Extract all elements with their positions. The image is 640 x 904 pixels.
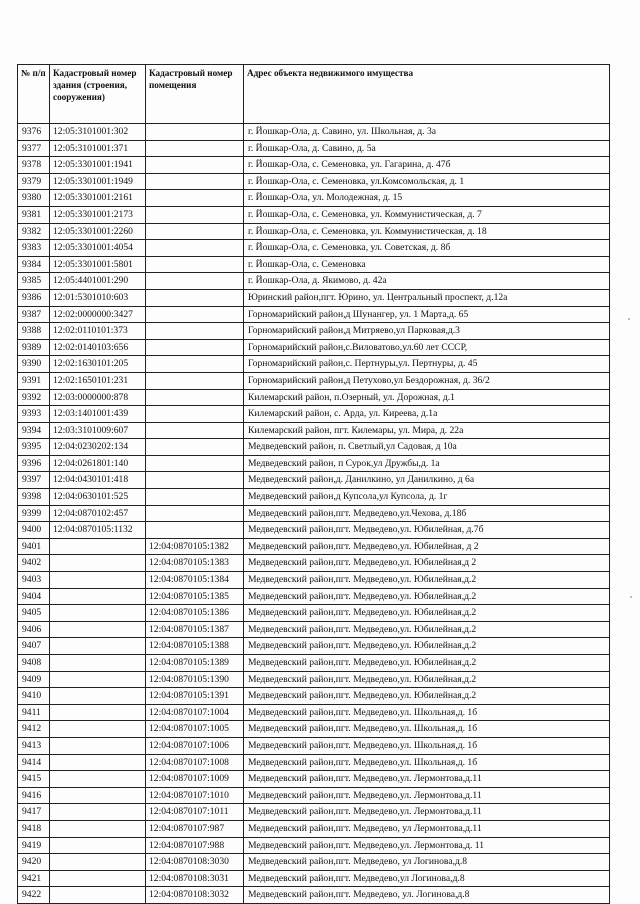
address-cell: Медведевский район, п Сурок,ул Дружбы,д. 1а	[244, 455, 610, 472]
building-cadastral-cell: 12:02:1630101:205	[50, 356, 146, 373]
row-number-cell: 9406	[18, 621, 50, 638]
table-row	[18, 389, 610, 406]
table-row	[18, 455, 610, 472]
address-cell: Медведевский район,пгт. Медведево,ул Логинова,д.8	[244, 870, 610, 887]
address-cell: Медведевский район,пгт. Медведево,ул. Юбилейная,д.2	[244, 621, 610, 638]
row-number-cell: 9413	[18, 737, 50, 754]
premises-cadastral-cell	[146, 206, 244, 223]
scan-speck	[628, 318, 630, 320]
table-row	[18, 289, 610, 306]
building-cadastral-cell	[50, 655, 146, 672]
row-number-cell: 9382	[18, 223, 50, 240]
table-row	[18, 422, 610, 439]
building-cadastral-cell	[50, 721, 146, 738]
row-number-cell: 9405	[18, 605, 50, 622]
table-row	[18, 538, 610, 555]
row-number-cell: 9416	[18, 787, 50, 804]
row-number-cell: 9421	[18, 870, 50, 887]
building-cadastral-cell	[50, 671, 146, 688]
table-row	[18, 273, 610, 290]
table-row	[18, 887, 610, 904]
table-row	[18, 173, 610, 190]
premises-cadastral-cell	[146, 190, 244, 207]
row-number-cell: 9402	[18, 555, 50, 572]
building-cadastral-cell	[50, 737, 146, 754]
premises-cadastral-cell: 12:04:0870107:1009	[146, 771, 244, 788]
premises-cadastral-cell	[146, 240, 244, 257]
premises-cadastral-cell	[146, 489, 244, 506]
address-cell: Медведевский район, п. Светлый,ул Садовая, д 10а	[244, 439, 610, 456]
address-cell: Медведевский район,пгт. Медведево,ул. Юбилейная,д.2	[244, 671, 610, 688]
premises-cadastral-cell: 12:04:0870107:1008	[146, 754, 244, 771]
table-row	[18, 688, 610, 705]
building-cadastral-cell: 12:05:3301001:1949	[50, 173, 146, 190]
table-row	[18, 522, 610, 539]
table-row	[18, 671, 610, 688]
address-cell: Медведевский район,пгт. Медведево,ул. Лермонтова,д.11	[244, 771, 610, 788]
table-row	[18, 406, 610, 423]
premises-cadastral-cell: 12:04:0870107:1011	[146, 804, 244, 821]
row-number-cell: 9422	[18, 887, 50, 904]
header-premises-cadastral-number: Кадастровый номер помещения	[146, 65, 244, 124]
building-cadastral-cell	[50, 704, 146, 721]
table-row	[18, 439, 610, 456]
building-cadastral-cell	[50, 538, 146, 555]
table-row	[18, 854, 610, 871]
row-number-cell: 9411	[18, 704, 50, 721]
premises-cadastral-cell	[146, 273, 244, 290]
premises-cadastral-cell	[146, 339, 244, 356]
table-row	[18, 721, 610, 738]
premises-cadastral-cell: 12:04:0870105:1383	[146, 555, 244, 572]
table-row	[18, 804, 610, 821]
address-cell: Медведевский район,пгт. Медведево,ул. Юбилейная,д.2	[244, 688, 610, 705]
table-row	[18, 638, 610, 655]
address-cell: г. Йошкар-Ола, с. Семеновка, ул. Гагарина, д. 47б	[244, 157, 610, 174]
row-number-cell: 9417	[18, 804, 50, 821]
address-cell: г. Йошкар-Ола, ул. Молодежная, д. 15	[244, 190, 610, 207]
building-cadastral-cell	[50, 638, 146, 655]
table-row	[18, 356, 610, 373]
address-cell: Медведевский район,пгт. Медведево,ул. Школьная,д. 1б	[244, 754, 610, 771]
address-cell: Килемарский район, с. Арда, ул. Киреева, д.1а	[244, 406, 610, 423]
row-number-cell: 9398	[18, 489, 50, 506]
premises-cadastral-cell	[146, 323, 244, 340]
row-number-cell: 9388	[18, 323, 50, 340]
premises-cadastral-cell: 12:04:0870108:3031	[146, 870, 244, 887]
table-row	[18, 157, 610, 174]
building-cadastral-cell	[50, 854, 146, 871]
premises-cadastral-cell	[146, 455, 244, 472]
premises-cadastral-cell	[146, 256, 244, 273]
address-cell: Медведевский район,пгт. Медведево,ул. Юбилейная,д.2	[244, 588, 610, 605]
address-cell: Горномарийский район,с.Виловатово,ул.60 лет СССР,	[244, 339, 610, 356]
row-number-cell: 9397	[18, 472, 50, 489]
header-property-address: Адрес объекта недвижимого имущества	[244, 65, 610, 124]
address-cell: Медведевский район,пгт. Медведево,ул. Школьная,д. 1б	[244, 721, 610, 738]
building-cadastral-cell	[50, 605, 146, 622]
premises-cadastral-cell	[146, 389, 244, 406]
building-cadastral-cell	[50, 588, 146, 605]
row-number-cell: 9376	[18, 124, 50, 141]
building-cadastral-cell: 12:02:0140103:656	[50, 339, 146, 356]
building-cadastral-cell	[50, 621, 146, 638]
table-header-row	[18, 65, 610, 124]
address-cell: Горномарийский район,с. Пертнуры,ул. Пертнуры, д. 45	[244, 356, 610, 373]
building-cadastral-cell: 12:04:0630101:525	[50, 489, 146, 506]
table-row	[18, 787, 610, 804]
premises-cadastral-cell: 12:04:0870105:1385	[146, 588, 244, 605]
building-cadastral-cell	[50, 688, 146, 705]
building-cadastral-cell: 12:04:0870105:1132	[50, 522, 146, 539]
address-cell: Медведевский район,пгт. Медведево,ул. Школьная,д. 1б	[244, 704, 610, 721]
row-number-cell: 9418	[18, 820, 50, 837]
row-number-cell: 9409	[18, 671, 50, 688]
table-row	[18, 621, 610, 638]
building-cadastral-cell: 12:05:3301001:5801	[50, 256, 146, 273]
address-cell: г. Йошкар-Ола, с. Семеновка, ул. Коммунистическая, д. 18	[244, 223, 610, 240]
premises-cadastral-cell: 12:04:0870105:1384	[146, 572, 244, 589]
premises-cadastral-cell	[146, 522, 244, 539]
premises-cadastral-cell	[146, 140, 244, 157]
building-cadastral-cell: 12:05:3101001:371	[50, 140, 146, 157]
table-row	[18, 505, 610, 522]
table-row	[18, 124, 610, 141]
address-cell: Медведевский район,пгт. Медведево,ул. Юбилейная,д.2	[244, 605, 610, 622]
building-cadastral-cell	[50, 771, 146, 788]
premises-cadastral-cell: 12:04:0870105:1386	[146, 605, 244, 622]
building-cadastral-cell: 12:02:1650101:231	[50, 372, 146, 389]
premises-cadastral-cell	[146, 406, 244, 423]
building-cadastral-cell: 12:05:3101001:302	[50, 124, 146, 141]
building-cadastral-cell	[50, 787, 146, 804]
table-row	[18, 206, 610, 223]
table-row	[18, 140, 610, 157]
table-row	[18, 223, 610, 240]
table-row	[18, 605, 610, 622]
row-number-cell: 9419	[18, 837, 50, 854]
premises-cadastral-cell	[146, 422, 244, 439]
address-cell: г. Йошкар-Ола, д. Якимово, д. 42а	[244, 273, 610, 290]
premises-cadastral-cell: 12:04:0870105:1390	[146, 671, 244, 688]
row-number-cell: 9377	[18, 140, 50, 157]
building-cadastral-cell	[50, 870, 146, 887]
address-cell: Медведевский район,пгт. Медведево, ул. Логинова,д.8	[244, 887, 610, 904]
building-cadastral-cell	[50, 820, 146, 837]
address-cell: Медведевский район,пгт. Медведево,ул. Школьная,д. 1б	[244, 737, 610, 754]
header-building-cadastral-number: Кадастровый номер здания (строения, сооружения)	[50, 65, 146, 124]
address-cell: Медведевский район,пгт. Медведево,ул. Лермонтова,д.11	[244, 804, 610, 821]
row-number-cell: 9385	[18, 273, 50, 290]
building-cadastral-cell	[50, 754, 146, 771]
address-cell: Медведевский район,пгт. Медведево,ул. Лермонтова,д. 11	[244, 837, 610, 854]
address-cell: Медведевский район,д Купсола,ул Купсола, д. 1г	[244, 489, 610, 506]
table-row	[18, 190, 610, 207]
premises-cadastral-cell	[146, 223, 244, 240]
building-cadastral-cell: 12:05:4401001:290	[50, 273, 146, 290]
row-number-cell: 9383	[18, 240, 50, 257]
address-cell: Килемарский район, пгт. Килемары, ул. Мира, д. 22а	[244, 422, 610, 439]
premises-cadastral-cell: 12:04:0870107:987	[146, 820, 244, 837]
row-number-cell: 9384	[18, 256, 50, 273]
premises-cadastral-cell: 12:04:0870105:1387	[146, 621, 244, 638]
premises-cadastral-cell: 12:04:0870105:1388	[146, 638, 244, 655]
row-number-cell: 9392	[18, 389, 50, 406]
row-number-cell: 9410	[18, 688, 50, 705]
premises-cadastral-cell: 12:04:0870107:1004	[146, 704, 244, 721]
building-cadastral-cell: 12:03:0000000:878	[50, 389, 146, 406]
table-row	[18, 306, 610, 323]
address-cell: Медведевский район,пгт. Медведево,ул. Юбилейная, д.7б	[244, 522, 610, 539]
table-row	[18, 837, 610, 854]
premises-cadastral-cell: 12:04:0870108:3032	[146, 887, 244, 904]
row-number-cell: 9408	[18, 655, 50, 672]
row-number-cell: 9394	[18, 422, 50, 439]
table-row	[18, 256, 610, 273]
row-number-cell: 9379	[18, 173, 50, 190]
address-cell: Медведевский район,пгт. Медведево,ул. Юбилейная, д 2	[244, 538, 610, 555]
row-number-cell: 9403	[18, 572, 50, 589]
row-number-cell: 9400	[18, 522, 50, 539]
building-cadastral-cell: 12:01:5301010:603	[50, 289, 146, 306]
table-row	[18, 323, 610, 340]
row-number-cell: 9387	[18, 306, 50, 323]
address-cell: г. Йошкар-Ола, д. Савино, д. 5а	[244, 140, 610, 157]
address-cell: Медведевский район,пгт. Медведево,ул.Чехова, д.18б	[244, 505, 610, 522]
table-body	[18, 124, 610, 904]
row-number-cell: 9412	[18, 721, 50, 738]
row-number-cell: 9391	[18, 372, 50, 389]
premises-cadastral-cell	[146, 173, 244, 190]
row-number-cell: 9390	[18, 356, 50, 373]
building-cadastral-cell: 12:04:0230202:134	[50, 439, 146, 456]
address-cell: Медведевский район,пгт. Медведево, ул Лермонтова,д.11	[244, 820, 610, 837]
table-row	[18, 704, 610, 721]
premises-cadastral-cell	[146, 505, 244, 522]
premises-cadastral-cell: 12:04:0870105:1391	[146, 688, 244, 705]
table-row	[18, 472, 610, 489]
premises-cadastral-cell: 12:04:0870107:1005	[146, 721, 244, 738]
premises-cadastral-cell	[146, 289, 244, 306]
table-row	[18, 240, 610, 257]
building-cadastral-cell	[50, 887, 146, 904]
address-cell: Горномарийский район,д Митряево,ул Парковая,д.3	[244, 323, 610, 340]
row-number-cell: 9395	[18, 439, 50, 456]
row-number-cell: 9393	[18, 406, 50, 423]
address-cell: г. Йошкар-Ола, с. Семеновка, ул.Комсомольская, д. 1	[244, 173, 610, 190]
table-row	[18, 572, 610, 589]
building-cadastral-cell: 12:05:3301001:4054	[50, 240, 146, 257]
premises-cadastral-cell	[146, 124, 244, 141]
building-cadastral-cell: 12:03:1401001:439	[50, 406, 146, 423]
table-row	[18, 489, 610, 506]
table-row	[18, 754, 610, 771]
premises-cadastral-cell	[146, 472, 244, 489]
address-cell: г. Йошкар-Ола, с. Семеновка, ул. Советская, д. 8б	[244, 240, 610, 257]
table-row	[18, 339, 610, 356]
address-cell: Медведевский район,пгт. Медведево,ул. Юбилейная,д.2	[244, 572, 610, 589]
premises-cadastral-cell: 12:04:0870105:1389	[146, 655, 244, 672]
address-cell: г. Йошкар-Ола, с. Семеновка, ул. Коммунистическая, д. 7	[244, 206, 610, 223]
address-cell: Килемарский район, п.Озерный, ул. Дорожная, д.1	[244, 389, 610, 406]
address-cell: г. Йошкар-Ола, с. Семеновка	[244, 256, 610, 273]
table-row	[18, 737, 610, 754]
building-cadastral-cell: 12:02:0110101:373	[50, 323, 146, 340]
table-row	[18, 820, 610, 837]
row-number-cell: 9378	[18, 157, 50, 174]
table-row	[18, 588, 610, 605]
row-number-cell: 9401	[18, 538, 50, 555]
row-number-cell: 9396	[18, 455, 50, 472]
row-number-cell: 9415	[18, 771, 50, 788]
address-cell: Медведевский район,пгт. Медведево,ул. Юбилейная,д.2	[244, 655, 610, 672]
premises-cadastral-cell	[146, 157, 244, 174]
building-cadastral-cell: 12:05:3301001:2161	[50, 190, 146, 207]
premises-cadastral-cell	[146, 306, 244, 323]
row-number-cell: 9389	[18, 339, 50, 356]
table-row	[18, 771, 610, 788]
address-cell: Медведевский район,пгт. Медведево,ул. Юбилейная,д.2	[244, 638, 610, 655]
building-cadastral-cell: 12:02:0000000:3427	[50, 306, 146, 323]
building-cadastral-cell: 12:05:3301001:2173	[50, 206, 146, 223]
premises-cadastral-cell	[146, 356, 244, 373]
table-row	[18, 655, 610, 672]
building-cadastral-cell: 12:03:3101009:607	[50, 422, 146, 439]
address-cell: г. Йошкар-Ола, д. Савино, ул. Школьная, д. 3а	[244, 124, 610, 141]
scan-speck	[630, 596, 632, 598]
premises-cadastral-cell: 12:04:0870108:3030	[146, 854, 244, 871]
row-number-cell: 9380	[18, 190, 50, 207]
building-cadastral-cell	[50, 804, 146, 821]
table-row	[18, 555, 610, 572]
premises-cadastral-cell	[146, 372, 244, 389]
address-cell: Медведевский район,д. Данилкино, ул Данилкино, д 6а	[244, 472, 610, 489]
premises-cadastral-cell: 12:04:0870107:1006	[146, 737, 244, 754]
building-cadastral-cell: 12:04:0870102:457	[50, 505, 146, 522]
building-cadastral-cell: 12:05:3301001:2260	[50, 223, 146, 240]
table-row	[18, 372, 610, 389]
row-number-cell: 9386	[18, 289, 50, 306]
row-number-cell: 9399	[18, 505, 50, 522]
building-cadastral-cell: 12:04:0261801:140	[50, 455, 146, 472]
address-cell: Медведевский район,пгт. Медведево,ул. Лермонтова,д.11	[244, 787, 610, 804]
building-cadastral-cell	[50, 555, 146, 572]
row-number-cell: 9414	[18, 754, 50, 771]
header-row-number: № п/п	[18, 65, 50, 124]
building-cadastral-cell	[50, 572, 146, 589]
row-number-cell: 9381	[18, 206, 50, 223]
address-cell: Юринский район,пгт. Юрино, ул. Центральный проспект, д.12а	[244, 289, 610, 306]
table-row	[18, 870, 610, 887]
address-cell: Горномарийский район,д Шунангер, ул. 1 Марта,д. 65	[244, 306, 610, 323]
row-number-cell: 9404	[18, 588, 50, 605]
building-cadastral-cell	[50, 837, 146, 854]
address-cell: Горномарийский район,д Петухово,ул Бездорожная, д. 36/2	[244, 372, 610, 389]
premises-cadastral-cell	[146, 439, 244, 456]
premises-cadastral-cell: 12:04:0870105:1382	[146, 538, 244, 555]
building-cadastral-cell: 12:05:3301001:1941	[50, 157, 146, 174]
row-number-cell: 9420	[18, 854, 50, 871]
premises-cadastral-cell: 12:04:0870107:988	[146, 837, 244, 854]
row-number-cell: 9407	[18, 638, 50, 655]
property-register-table	[17, 64, 610, 904]
building-cadastral-cell: 12:04:0430101:418	[50, 472, 146, 489]
address-cell: Медведевский район,пгт. Медведево, ул Логинова,д.8	[244, 854, 610, 871]
premises-cadastral-cell: 12:04:0870107:1010	[146, 787, 244, 804]
address-cell: Медведевский район,пгт. Медведево,ул. Юбилейная,д 2	[244, 555, 610, 572]
